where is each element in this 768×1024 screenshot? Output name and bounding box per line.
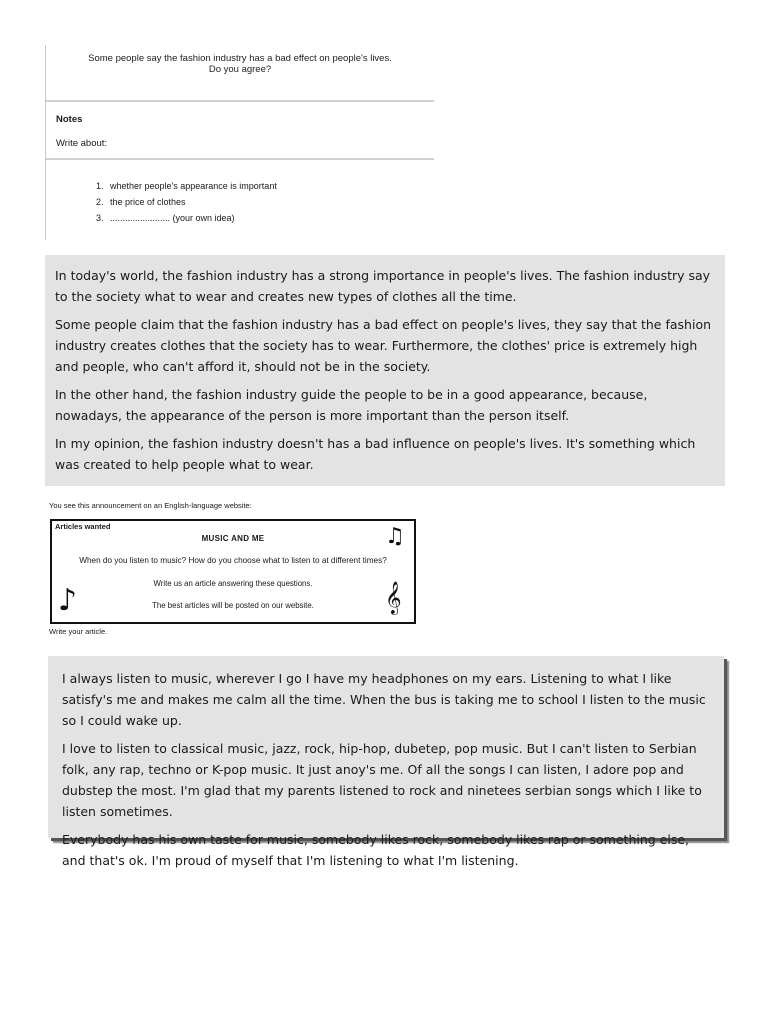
write-about-label: Write about: [56, 138, 108, 149]
announcement-title: MUSIC AND ME [201, 534, 265, 543]
write-article-instruction: Write your article. [49, 627, 108, 636]
essay-paragraph: Some people claim that the fashion industry has a bad effect on people's lives, they say that the fashion industry creates clothes that the society has to wear. Furthermore, the clothes' price is extremely high and people, who can't afford it, should not be in the society. [55, 317, 712, 374]
announcement-intro: You see this announcement on an English-language website: [49, 501, 252, 510]
essay-paragraph: In today's world, the fashion industry has a strong importance in people's lives. The fashion industry say to the society what to wear and creates new types of clothes all the time. [55, 268, 711, 304]
task-prompt [46, 53, 434, 75]
notes-heading: Notes [56, 114, 83, 125]
list-item: 1. whether people's appearance is important [96, 181, 277, 191]
beamed-notes-icon: ♫ [385, 524, 405, 549]
task-prompt-box [45, 45, 434, 240]
music-essay [48, 656, 724, 868]
treble-clef-icon: 𝄞 [385, 581, 402, 614]
articles-wanted-tag: Articles wanted [55, 522, 111, 531]
essay-paragraph: In the other hand, the fashion industry guide the people to be in a good appearance, because, nowadays, the appearance of the person is more important than the person itself. [55, 387, 648, 423]
divider [46, 158, 434, 160]
list-item: 2. the price of clothes [96, 197, 186, 207]
announcement-question: When do you listen to music? How do you choose what to listen to at different times? [79, 556, 387, 565]
fashion-essay [45, 255, 725, 486]
announcement-line: Write us an article answering these questions. [153, 579, 313, 588]
list-item: 3. ........................ (your own idea) [96, 213, 235, 223]
divider [46, 100, 434, 102]
essay-paragraph: I love to listen to classical music, jazz, rock, hip-hop, dubetep, pop music. But I can't listen to Serbian folk, any rap, techno or K-pop music. It just anoy's me. Of all the songs I can listen, I adore pop and dubstep the most. I'm glad that my parents listened to rock and ninetees serbian songs which I like to listen sometimes. [62, 741, 702, 819]
notes-list [96, 178, 277, 226]
essay-paragraph: In my opinion, the fashion industry doesn't has a bad influence on people's lives. It's something which was created to help people what to wear. [55, 436, 696, 472]
eighth-note-icon: ♪ [58, 583, 78, 618]
essay-paragraph: I always listen to music, wherever I go I have my headphones on my ears. Listening to what I like satisfy's me and makes me calm all the time. When the bus is taking me to school I listen to the music so I could wake up. [62, 671, 706, 728]
prompt-line-2: Do you agree? [208, 64, 272, 75]
prompt-line-1: Some people say the fashion industry has a bad effect on people's lives. [88, 53, 392, 64]
essay-paragraph: Everybody has his own taste for music, somebody likes rock, somebody likes rap or something else, and that's ok. I'm proud of myself that I'm listening to what I'm listening. [62, 832, 690, 868]
announcement-box [50, 519, 416, 624]
announcement-line: The best articles will be posted on our website. [152, 601, 314, 610]
